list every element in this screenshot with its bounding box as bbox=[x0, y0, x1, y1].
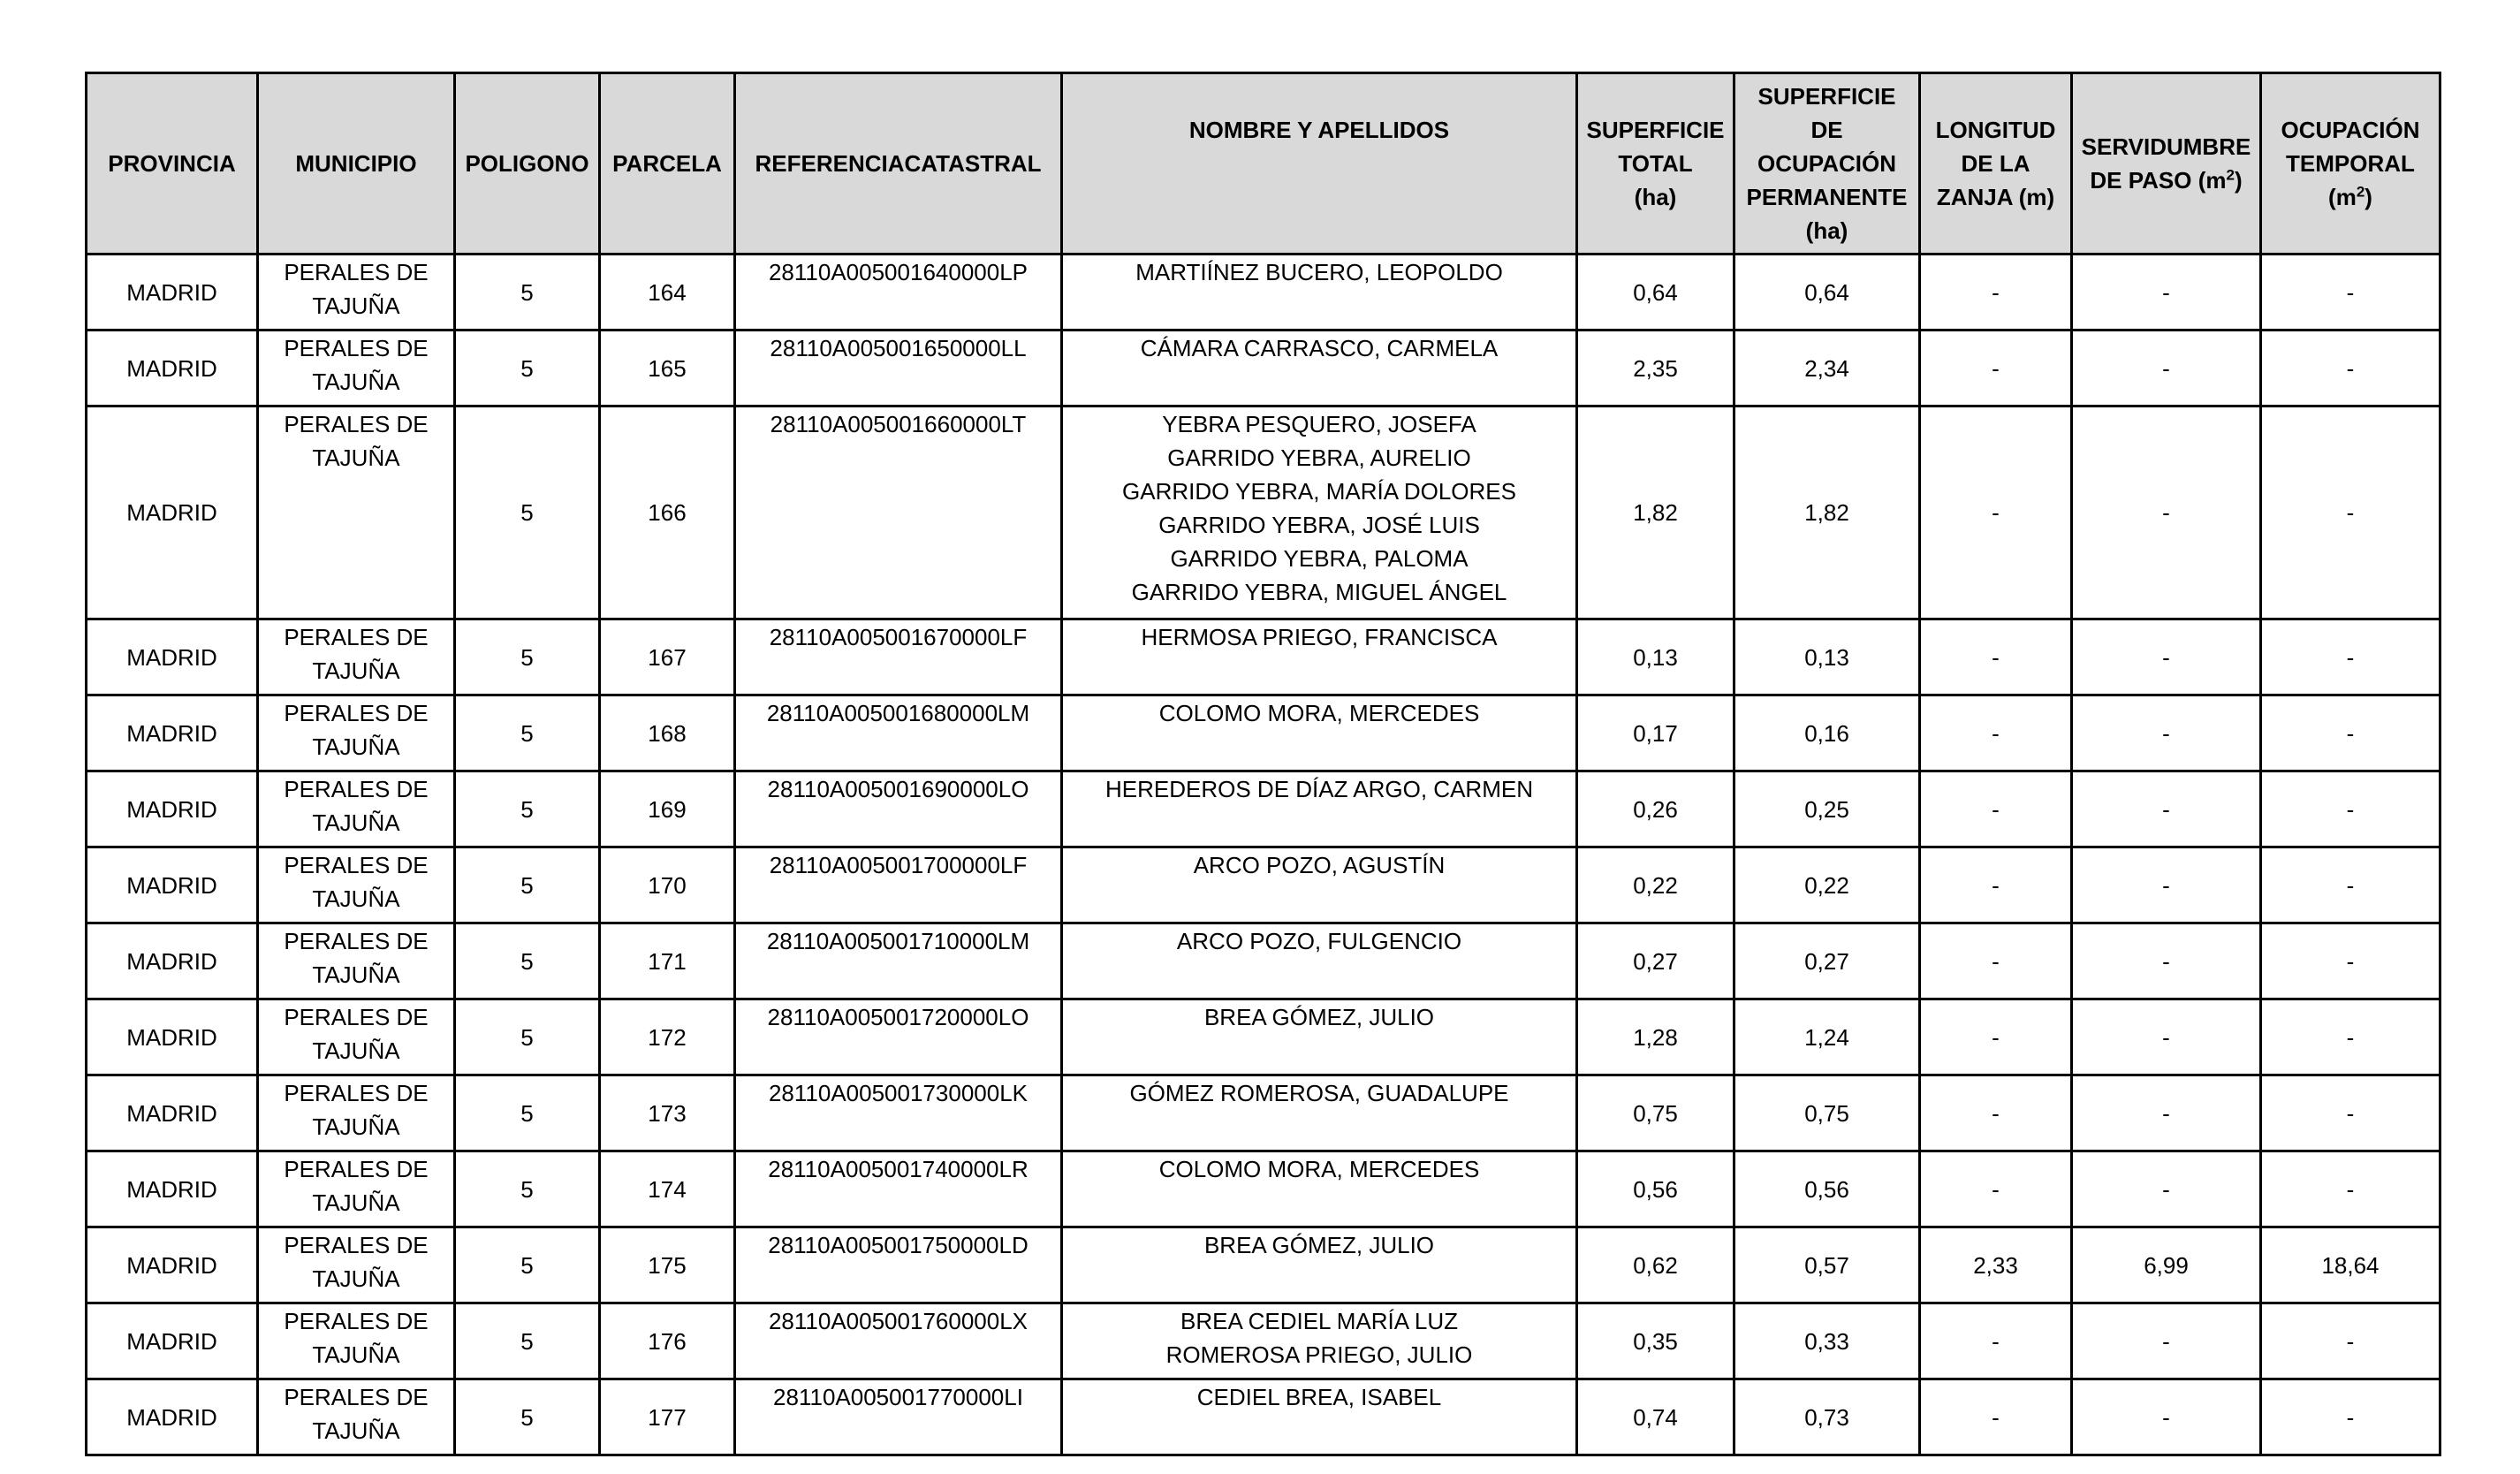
cell-superficie-ocupacion: 0,73 bbox=[1734, 1379, 1920, 1455]
cell-parcela: 164 bbox=[600, 255, 735, 331]
cell-referencia: 28110A005001770000LI bbox=[735, 1379, 1062, 1455]
header-superficie-ocupacion-line: OCUPACIÓN bbox=[1757, 150, 1896, 177]
cell-servidumbre: - bbox=[2072, 923, 2261, 999]
cell-superficie-total: 0,27 bbox=[1577, 923, 1734, 999]
cell-longitud: - bbox=[1920, 1075, 2072, 1151]
cell-superficie-ocupacion: 0,22 bbox=[1734, 847, 1920, 923]
header-row bbox=[87, 73, 2440, 255]
cell-provincia: MADRID bbox=[87, 406, 258, 619]
table-row bbox=[87, 1151, 2440, 1227]
table-row bbox=[87, 255, 2440, 331]
cell-nombre bbox=[1062, 619, 1577, 695]
cell-provincia: MADRID bbox=[87, 695, 258, 771]
municipio-line: TAJUÑA bbox=[312, 293, 400, 319]
cell-referencia: 28110A005001730000LK bbox=[735, 1075, 1062, 1151]
cell-servidumbre: - bbox=[2072, 771, 2261, 847]
table-body bbox=[87, 255, 2440, 1455]
cell-provincia: MADRID bbox=[87, 331, 258, 406]
cell-superficie-total: 0,13 bbox=[1577, 619, 1734, 695]
header-superficie-total-line: SUPERFICIE bbox=[1586, 117, 1725, 143]
cell-nombre bbox=[1062, 255, 1577, 331]
header-longitud-line: DE LA bbox=[1961, 150, 2030, 177]
cell-referencia: 28110A005001680000LM bbox=[735, 695, 1062, 771]
cell-referencia: 28110A005001690000LO bbox=[735, 771, 1062, 847]
header-provincia: PROVINCIA bbox=[87, 73, 258, 255]
table-row bbox=[87, 406, 2440, 619]
table-row bbox=[87, 923, 2440, 999]
municipio-line: PERALES DE bbox=[284, 700, 429, 726]
cell-parcela: 176 bbox=[600, 1303, 735, 1379]
cell-poligono: 5 bbox=[455, 923, 600, 999]
cell-poligono: 5 bbox=[455, 1303, 600, 1379]
cell-servidumbre: - bbox=[2072, 1303, 2261, 1379]
table-row bbox=[87, 1227, 2440, 1303]
cell-parcela: 170 bbox=[600, 847, 735, 923]
municipio-line: PERALES DE bbox=[284, 624, 429, 650]
municipio-line: PERALES DE bbox=[284, 852, 429, 878]
cell-nombre bbox=[1062, 695, 1577, 771]
header-parcela: PARCELA bbox=[600, 73, 735, 255]
cell-provincia: MADRID bbox=[87, 1227, 258, 1303]
cell-referencia: 28110A005001670000LF bbox=[735, 619, 1062, 695]
cell-servidumbre: - bbox=[2072, 695, 2261, 771]
nombre-line: YEBRA PESQUERO, JOSEFA bbox=[1162, 411, 1476, 437]
cell-provincia: MADRID bbox=[87, 255, 258, 331]
municipio-line: TAJUÑA bbox=[312, 1265, 400, 1292]
nombre-line: GARRIDO YEBRA, MIGUEL ÁNGEL bbox=[1131, 579, 1507, 605]
municipio-line: TAJUÑA bbox=[312, 657, 400, 684]
cell-parcela: 166 bbox=[600, 406, 735, 619]
cell-nombre bbox=[1062, 1303, 1577, 1379]
header-servidumbre-superscript: 2 bbox=[2226, 166, 2235, 184]
cell-nombre bbox=[1062, 847, 1577, 923]
cell-superficie-total: 0,17 bbox=[1577, 695, 1734, 771]
municipio-line: TAJUÑA bbox=[312, 1341, 400, 1368]
cell-municipio bbox=[258, 695, 455, 771]
nombre-line: CÁMARA CARRASCO, CARMELA bbox=[1140, 335, 1499, 361]
cell-provincia: MADRID bbox=[87, 1303, 258, 1379]
nombre-line: ARCO POZO, FULGENCIO bbox=[1176, 928, 1462, 954]
nombre-line: COLOMO MORA, MERCEDES bbox=[1158, 700, 1480, 726]
cell-ocupacion-temporal: 18,64 bbox=[2261, 1227, 2440, 1303]
cell-poligono: 5 bbox=[455, 695, 600, 771]
nombre-line: ROMEROSA PRIEGO, JULIO bbox=[1165, 1341, 1473, 1368]
cell-poligono: 5 bbox=[455, 619, 600, 695]
table-row bbox=[87, 1075, 2440, 1151]
cell-nombre bbox=[1062, 1075, 1577, 1151]
header-servidumbre-paso bbox=[2072, 73, 2261, 255]
header-superficie-ocupacion-line: SUPERFICIE DE bbox=[1757, 83, 1896, 143]
cell-superficie-ocupacion: 0,64 bbox=[1734, 255, 1920, 331]
cell-superficie-total: 0,62 bbox=[1577, 1227, 1734, 1303]
cell-parcela: 173 bbox=[600, 1075, 735, 1151]
parcel-table bbox=[85, 72, 2441, 1456]
cell-poligono: 5 bbox=[455, 999, 600, 1075]
cell-ocupacion-temporal: - bbox=[2261, 923, 2440, 999]
header-longitud-zanja bbox=[1920, 73, 2072, 255]
municipio-line: PERALES DE bbox=[284, 1384, 429, 1410]
cell-longitud: - bbox=[1920, 1151, 2072, 1227]
cell-servidumbre: - bbox=[2072, 1151, 2261, 1227]
table-row bbox=[87, 695, 2440, 771]
cell-nombre bbox=[1062, 406, 1577, 619]
cell-poligono: 5 bbox=[455, 1379, 600, 1455]
cell-longitud: - bbox=[1920, 771, 2072, 847]
nombre-line: ARCO POZO, AGUSTÍN bbox=[1193, 852, 1446, 878]
cell-ocupacion-temporal: - bbox=[2261, 847, 2440, 923]
header-superficie-ocupacion-line: (ha) bbox=[1805, 217, 1848, 244]
cell-superficie-ocupacion: 0,57 bbox=[1734, 1227, 1920, 1303]
cell-referencia: 28110A005001660000LT bbox=[735, 406, 1062, 619]
municipio-line: PERALES DE bbox=[284, 1156, 429, 1182]
municipio-line: PERALES DE bbox=[284, 1004, 429, 1030]
table-row bbox=[87, 331, 2440, 406]
cell-municipio bbox=[258, 255, 455, 331]
parcel-table-container bbox=[85, 72, 2439, 1456]
cell-superficie-ocupacion: 0,33 bbox=[1734, 1303, 1920, 1379]
cell-ocupacion-temporal: - bbox=[2261, 1151, 2440, 1227]
cell-longitud: - bbox=[1920, 695, 2072, 771]
cell-nombre bbox=[1062, 1151, 1577, 1227]
municipio-line: PERALES DE bbox=[284, 1308, 429, 1334]
nombre-line: GÓMEZ ROMEROSA, GUADALUPE bbox=[1129, 1080, 1509, 1106]
table-row bbox=[87, 999, 2440, 1075]
cell-superficie-ocupacion: 2,34 bbox=[1734, 331, 1920, 406]
municipio-line: PERALES DE bbox=[284, 1080, 429, 1106]
cell-superficie-total: 0,64 bbox=[1577, 255, 1734, 331]
cell-provincia: MADRID bbox=[87, 1075, 258, 1151]
cell-superficie-total: 2,35 bbox=[1577, 331, 1734, 406]
header-ocupacion-temporal-line: TEMPORAL bbox=[2286, 150, 2415, 177]
cell-superficie-total: 1,82 bbox=[1577, 406, 1734, 619]
header-superficie-ocupacion bbox=[1734, 73, 1920, 255]
cell-ocupacion-temporal: - bbox=[2261, 406, 2440, 619]
cell-superficie-total: 0,26 bbox=[1577, 771, 1734, 847]
cell-municipio bbox=[258, 771, 455, 847]
cell-ocupacion-temporal: - bbox=[2261, 255, 2440, 331]
cell-parcela: 168 bbox=[600, 695, 735, 771]
cell-municipio bbox=[258, 1075, 455, 1151]
cell-longitud: - bbox=[1920, 255, 2072, 331]
cell-servidumbre: 6,99 bbox=[2072, 1227, 2261, 1303]
cell-referencia: 28110A005001740000LR bbox=[735, 1151, 1062, 1227]
cell-poligono: 5 bbox=[455, 771, 600, 847]
cell-servidumbre: - bbox=[2072, 255, 2261, 331]
header-servidumbre-line bbox=[2078, 163, 2254, 197]
cell-longitud: - bbox=[1920, 999, 2072, 1075]
cell-longitud: 2,33 bbox=[1920, 1227, 2072, 1303]
header-superficie-total bbox=[1577, 73, 1734, 255]
cell-referencia: 28110A005001760000LX bbox=[735, 1303, 1062, 1379]
cell-superficie-ocupacion: 0,13 bbox=[1734, 619, 1920, 695]
cell-provincia: MADRID bbox=[87, 847, 258, 923]
nombre-line: BREA GÓMEZ, JULIO bbox=[1203, 1232, 1435, 1258]
header-longitud-line: LONGITUD bbox=[1935, 117, 2056, 143]
cell-municipio bbox=[258, 331, 455, 406]
cell-superficie-total: 0,56 bbox=[1577, 1151, 1734, 1227]
municipio-line: PERALES DE bbox=[284, 776, 429, 802]
table-row bbox=[87, 847, 2440, 923]
municipio-line: TAJUÑA bbox=[312, 1037, 400, 1064]
municipio-line: TAJUÑA bbox=[312, 1189, 400, 1216]
cell-nombre bbox=[1062, 771, 1577, 847]
cell-nombre bbox=[1062, 1379, 1577, 1455]
cell-superficie-total: 0,22 bbox=[1577, 847, 1734, 923]
cell-provincia: MADRID bbox=[87, 771, 258, 847]
cell-poligono: 5 bbox=[455, 1151, 600, 1227]
cell-servidumbre: - bbox=[2072, 619, 2261, 695]
header-superficie-total-line: TOTAL bbox=[1618, 150, 1693, 177]
cell-municipio bbox=[258, 923, 455, 999]
table-header bbox=[87, 73, 2440, 255]
cell-referencia: 28110A005001750000LD bbox=[735, 1227, 1062, 1303]
cell-superficie-total: 1,28 bbox=[1577, 999, 1734, 1075]
cell-provincia: MADRID bbox=[87, 923, 258, 999]
cell-referencia: 28110A005001640000LP bbox=[735, 255, 1062, 331]
header-ocupacion-temporal bbox=[2261, 73, 2440, 255]
header-servidumbre-line: SERVIDUMBRE bbox=[2081, 133, 2251, 160]
cell-longitud: - bbox=[1920, 923, 2072, 999]
header-ocupacion-temporal-superscript: 2 bbox=[2356, 183, 2365, 201]
municipio-line: PERALES DE bbox=[284, 411, 429, 437]
header-servidumbre-close: ) bbox=[2234, 167, 2243, 194]
cell-referencia: 28110A005001700000LF bbox=[735, 847, 1062, 923]
municipio-line: PERALES DE bbox=[284, 928, 429, 954]
cell-provincia: MADRID bbox=[87, 619, 258, 695]
cell-superficie-ocupacion: 0,27 bbox=[1734, 923, 1920, 999]
cell-servidumbre: - bbox=[2072, 331, 2261, 406]
cell-referencia: 28110A005001710000LM bbox=[735, 923, 1062, 999]
cell-poligono: 5 bbox=[455, 1227, 600, 1303]
cell-municipio bbox=[258, 1379, 455, 1455]
cell-municipio bbox=[258, 999, 455, 1075]
cell-servidumbre: - bbox=[2072, 1379, 2261, 1455]
cell-nombre bbox=[1062, 999, 1577, 1075]
municipio-line: TAJUÑA bbox=[312, 1417, 400, 1444]
cell-municipio bbox=[258, 847, 455, 923]
cell-ocupacion-temporal: - bbox=[2261, 1379, 2440, 1455]
cell-superficie-ocupacion: 0,16 bbox=[1734, 695, 1920, 771]
cell-parcela: 175 bbox=[600, 1227, 735, 1303]
cell-poligono: 5 bbox=[455, 331, 600, 406]
header-ocupacion-temporal-line: OCUPACIÓN bbox=[2281, 117, 2420, 143]
municipio-line: TAJUÑA bbox=[312, 961, 400, 988]
municipio-line: TAJUÑA bbox=[312, 885, 400, 912]
cell-longitud: - bbox=[1920, 847, 2072, 923]
cell-servidumbre: - bbox=[2072, 1075, 2261, 1151]
header-municipio: MUNICIPIO bbox=[258, 73, 455, 255]
table-row bbox=[87, 1379, 2440, 1455]
cell-ocupacion-temporal: - bbox=[2261, 771, 2440, 847]
cell-superficie-ocupacion: 0,56 bbox=[1734, 1151, 1920, 1227]
cell-provincia: MADRID bbox=[87, 1379, 258, 1455]
cell-servidumbre: - bbox=[2072, 406, 2261, 619]
cell-ocupacion-temporal: - bbox=[2261, 695, 2440, 771]
cell-municipio bbox=[258, 619, 455, 695]
header-nombre-apellidos: NOMBRE Y APELLIDOS bbox=[1062, 73, 1577, 255]
municipio-line: PERALES DE bbox=[284, 335, 429, 361]
cell-ocupacion-temporal: - bbox=[2261, 331, 2440, 406]
cell-nombre bbox=[1062, 331, 1577, 406]
nombre-line: GARRIDO YEBRA, AURELIO bbox=[1167, 444, 1471, 471]
header-longitud-line: ZANJA (m) bbox=[1936, 184, 2055, 210]
municipio-line: TAJUÑA bbox=[312, 1113, 400, 1140]
cell-superficie-ocupacion: 1,24 bbox=[1734, 999, 1920, 1075]
cell-superficie-ocupacion: 1,82 bbox=[1734, 406, 1920, 619]
cell-poligono: 5 bbox=[455, 406, 600, 619]
table-row bbox=[87, 619, 2440, 695]
cell-municipio bbox=[258, 1303, 455, 1379]
cell-municipio bbox=[258, 406, 455, 619]
cell-longitud: - bbox=[1920, 331, 2072, 406]
nombre-line: HEREDEROS DE DÍAZ ARGO, CARMEN bbox=[1105, 776, 1533, 802]
nombre-line: HERMOSA PRIEGO, FRANCISCA bbox=[1141, 624, 1498, 650]
cell-longitud: - bbox=[1920, 406, 2072, 619]
cell-provincia: MADRID bbox=[87, 1151, 258, 1227]
municipio-line: PERALES DE bbox=[284, 259, 429, 285]
header-referencia-catastral: REFERENCIACATASTRAL bbox=[735, 73, 1062, 255]
cell-servidumbre: - bbox=[2072, 999, 2261, 1075]
cell-longitud: - bbox=[1920, 1303, 2072, 1379]
nombre-line: GARRIDO YEBRA, MARÍA DOLORES bbox=[1122, 478, 1516, 505]
municipio-line: TAJUÑA bbox=[312, 368, 400, 395]
nombre-line: BREA CEDIEL MARÍA LUZ bbox=[1180, 1308, 1459, 1334]
municipio-line: TAJUÑA bbox=[312, 733, 400, 760]
cell-parcela: 169 bbox=[600, 771, 735, 847]
cell-ocupacion-temporal: - bbox=[2261, 1303, 2440, 1379]
header-superficie-total-line: (ha) bbox=[1634, 184, 1677, 210]
cell-parcela: 174 bbox=[600, 1151, 735, 1227]
cell-nombre bbox=[1062, 923, 1577, 999]
cell-municipio bbox=[258, 1227, 455, 1303]
municipio-line: PERALES DE bbox=[284, 1232, 429, 1258]
cell-servidumbre: - bbox=[2072, 847, 2261, 923]
municipio-line: TAJUÑA bbox=[312, 444, 400, 471]
cell-superficie-total: 0,35 bbox=[1577, 1303, 1734, 1379]
cell-ocupacion-temporal: - bbox=[2261, 619, 2440, 695]
cell-ocupacion-temporal: - bbox=[2261, 999, 2440, 1075]
table-row bbox=[87, 771, 2440, 847]
cell-provincia: MADRID bbox=[87, 999, 258, 1075]
cell-parcela: 171 bbox=[600, 923, 735, 999]
header-servidumbre-unit: DE PASO (m bbox=[2090, 167, 2227, 194]
nombre-line: CEDIEL BREA, ISABEL bbox=[1196, 1384, 1442, 1410]
cell-superficie-ocupacion: 0,75 bbox=[1734, 1075, 1920, 1151]
header-ocupacion-temporal-close: ) bbox=[2364, 184, 2372, 210]
municipio-line: TAJUÑA bbox=[312, 809, 400, 836]
header-poligono: POLIGONO bbox=[455, 73, 600, 255]
cell-parcela: 177 bbox=[600, 1379, 735, 1455]
cell-longitud: - bbox=[1920, 1379, 2072, 1455]
cell-ocupacion-temporal: - bbox=[2261, 1075, 2440, 1151]
cell-parcela: 167 bbox=[600, 619, 735, 695]
cell-poligono: 5 bbox=[455, 1075, 600, 1151]
nombre-line: COLOMO MORA, MERCEDES bbox=[1158, 1156, 1480, 1182]
cell-municipio bbox=[258, 1151, 455, 1227]
nombre-line: MARTIÍNEZ BUCERO, LEOPOLDO bbox=[1135, 259, 1503, 285]
header-ocupacion-temporal-line bbox=[2267, 180, 2433, 214]
cell-nombre bbox=[1062, 1227, 1577, 1303]
cell-referencia: 28110A005001720000LO bbox=[735, 999, 1062, 1075]
cell-superficie-ocupacion: 0,25 bbox=[1734, 771, 1920, 847]
cell-poligono: 5 bbox=[455, 847, 600, 923]
cell-poligono: 5 bbox=[455, 255, 600, 331]
cell-parcela: 165 bbox=[600, 331, 735, 406]
cell-longitud: - bbox=[1920, 619, 2072, 695]
cell-superficie-total: 0,74 bbox=[1577, 1379, 1734, 1455]
nombre-line: BREA GÓMEZ, JULIO bbox=[1203, 1004, 1435, 1030]
cell-superficie-total: 0,75 bbox=[1577, 1075, 1734, 1151]
cell-referencia: 28110A005001650000LL bbox=[735, 331, 1062, 406]
cell-parcela: 172 bbox=[600, 999, 735, 1075]
nombre-line: GARRIDO YEBRA, PALOMA bbox=[1170, 545, 1469, 572]
header-ocupacion-temporal-unit: (m bbox=[2328, 184, 2357, 210]
nombre-line: GARRIDO YEBRA, JOSÉ LUIS bbox=[1158, 512, 1480, 538]
table-row bbox=[87, 1303, 2440, 1379]
header-superficie-ocupacion-line: PERMANENTE bbox=[1746, 184, 1908, 210]
